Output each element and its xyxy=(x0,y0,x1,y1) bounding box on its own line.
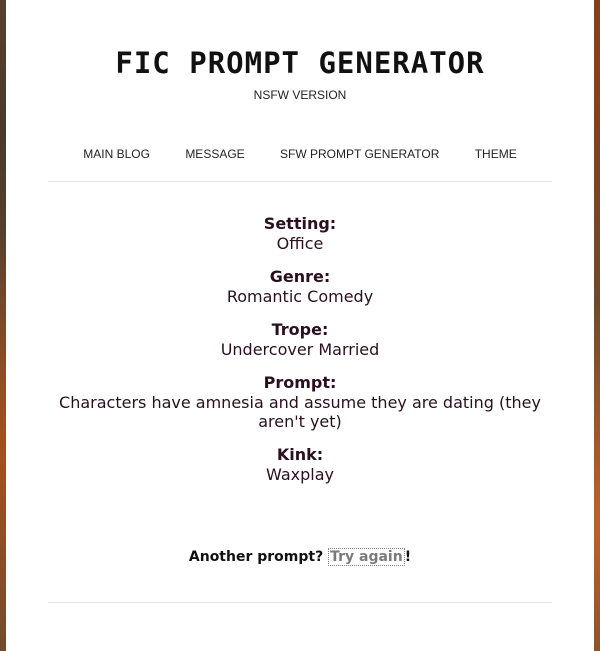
prompt-label: Prompt: xyxy=(263,373,337,392)
kink-label: Kink: xyxy=(276,445,324,464)
genre-value: Romantic Comedy xyxy=(226,287,374,306)
nav-sfw-generator-link[interactable]: SFW PROMPT GENERATOR xyxy=(280,147,440,161)
page-title: FIC PROMPT GENERATOR xyxy=(115,46,485,80)
nav-main-blog-link[interactable]: MAIN BLOG xyxy=(83,147,150,161)
try-again-line xyxy=(6,549,594,565)
header-divider xyxy=(48,181,552,182)
top-nav xyxy=(6,147,594,161)
page-subtitle: NSFW VERSION xyxy=(253,88,347,102)
setting-label: Setting: xyxy=(263,214,337,233)
nav-theme-link[interactable]: THEME xyxy=(474,147,517,161)
setting-block xyxy=(6,214,594,253)
setting-value: Office xyxy=(276,234,324,253)
kink-block xyxy=(6,445,594,484)
prompt-value: Characters have amnesia and assume they are dating (they aren't yet) xyxy=(59,393,541,431)
trope-label: Trope: xyxy=(271,320,329,339)
genre-label: Genre: xyxy=(269,267,331,286)
try-again-link[interactable]: Try again xyxy=(330,549,403,565)
nav-message-link[interactable]: MESSAGE xyxy=(185,147,245,161)
trope-block xyxy=(6,320,594,359)
kink-value: Waxplay xyxy=(266,465,334,484)
footer-divider xyxy=(48,602,552,603)
genre-block xyxy=(6,267,594,306)
prompt-result xyxy=(6,214,594,498)
another-prompt-text: Another prompt? xyxy=(188,549,324,565)
page-card xyxy=(6,0,594,651)
prompt-block xyxy=(6,373,594,431)
exclaim-text: ! xyxy=(404,549,412,565)
trope-value: Undercover Married xyxy=(220,340,380,359)
